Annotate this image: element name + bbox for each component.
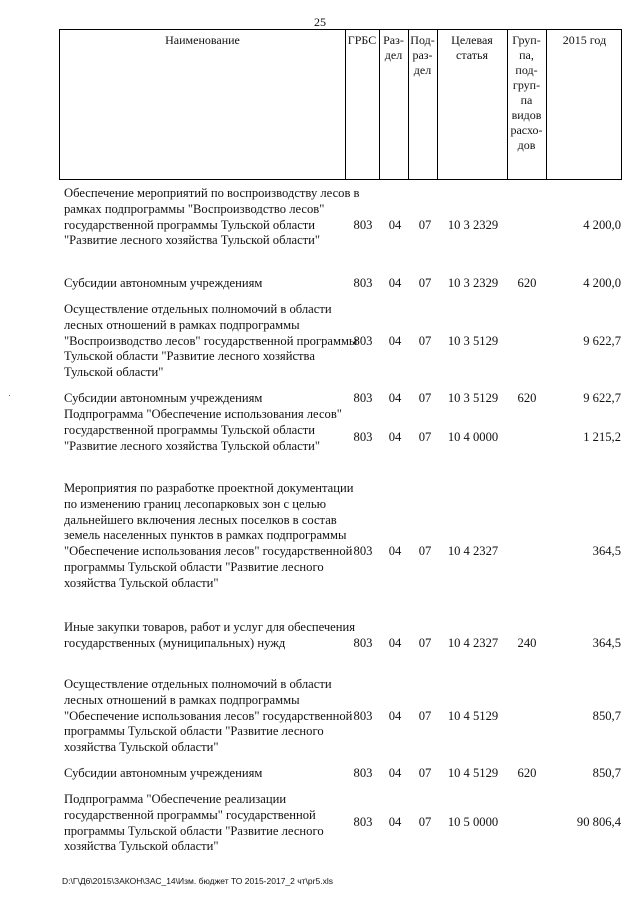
header-vr-line: дов <box>517 138 536 152</box>
row-cs: 10 4 5129 <box>447 766 499 780</box>
header-vr <box>507 33 546 153</box>
row-sum: 4 200,0 <box>583 218 621 232</box>
row-razdel: 04 <box>388 709 402 723</box>
column-divider <box>546 30 547 179</box>
row-podrazdel: 07 <box>418 766 432 780</box>
row-razdel: 04 <box>388 636 402 650</box>
row-vr: 240 <box>517 636 537 650</box>
row-cs: 10 4 0000 <box>447 430 499 444</box>
header-cs-line: статья <box>456 48 488 62</box>
row-name: Подпрограмма "Обеспечение реализации государственной программы" государственной программы Тульской области "Развитие лесного хозяйства Тульской области" <box>64 792 324 854</box>
header-razdel <box>379 33 408 63</box>
header-cs <box>437 33 507 63</box>
row-name: Осуществление отдельных полномочий в области лесных отношений в рамках подпрограммы "Воспроизводство лесов" государственной программы Тульской области "Развитие лесного хозяйства Тульской области" <box>64 302 358 380</box>
row-name: Иные закупки товаров, работ и услуг для обеспечения государственных (муниципальных) нужд <box>64 620 356 650</box>
row-razdel: 04 <box>388 218 402 232</box>
row-sum: 9 622,7 <box>583 391 621 405</box>
row-razdel: 04 <box>388 334 402 348</box>
row-podrazdel: 07 <box>418 391 432 405</box>
row-name: Подпрограмма "Обеспечение использования лесов" государственной программы Тульской области "Развитие лесного хозяйства Тульской области" <box>64 407 342 453</box>
row-cs: 10 3 5129 <box>447 334 499 348</box>
row-grbs: 803 <box>353 334 373 348</box>
row-name: Осуществление отдельных полномочий в области лесных отношений в рамках подпрограммы "Обеспечение использования лесов" государственной программы Тульской области "Развитие лесного хозяйства Тульской области" <box>64 677 353 755</box>
row-name: Субсидии автономным учреждениям <box>64 276 263 290</box>
row-razdel: 04 <box>388 391 402 405</box>
header-vr-line: Груп- <box>512 33 541 47</box>
scan-speck <box>9 395 10 396</box>
header-vr-line: груп- <box>512 78 541 92</box>
header-vr-line: расхо- <box>510 123 543 137</box>
row-name: Субсидии автономным учреждениям <box>64 766 263 780</box>
row-podrazdel: 07 <box>418 815 432 829</box>
header-podrazdel-line: дел <box>413 63 432 77</box>
row-sum: 850,7 <box>592 766 621 780</box>
row-cs: 10 3 2329 <box>447 218 499 232</box>
row-name: Субсидии автономным учреждениям <box>64 391 263 405</box>
row-razdel: 04 <box>388 766 402 780</box>
header-cs-line: Целевая <box>451 33 493 47</box>
row-grbs: 803 <box>353 815 373 829</box>
row-cs: 10 4 2327 <box>447 636 499 650</box>
row-podrazdel: 07 <box>418 276 432 290</box>
row-grbs: 803 <box>353 544 373 558</box>
row-cs: 10 4 2327 <box>447 544 499 558</box>
header-podrazdel <box>408 33 437 78</box>
row-cs: 10 4 5129 <box>447 709 499 723</box>
row-sum: 364,5 <box>592 544 621 558</box>
row-cs: 10 3 5129 <box>447 391 499 405</box>
header-razdel-line: Раз- <box>383 33 404 47</box>
row-grbs: 803 <box>353 636 373 650</box>
row-sum: 850,7 <box>592 709 621 723</box>
row-podrazdel: 07 <box>418 218 432 232</box>
header-razdel-line: дел <box>384 48 403 62</box>
row-grbs: 803 <box>353 766 373 780</box>
row-grbs: 803 <box>353 276 373 290</box>
header-vr-line: видов <box>511 108 542 122</box>
header-name: Наименование <box>165 33 240 47</box>
row-razdel: 04 <box>388 430 402 444</box>
table-header <box>59 29 622 180</box>
header-vr-line: па, <box>519 48 534 62</box>
row-vr: 620 <box>517 276 537 290</box>
row-grbs: 803 <box>353 709 373 723</box>
row-name: Мероприятия по разработке проектной документации по изменению границ лесопарковых зон с целью дальнейшего включения лесных поселков в состав земель населенных пунктов в рамках подпрограммы "Обеспечение использования лесов" государственной программы Тульской области "Развитие лесного хозяйства Тульской области" <box>64 481 354 590</box>
row-sum: 364,5 <box>592 636 621 650</box>
row-cs: 10 3 2329 <box>447 276 499 290</box>
row-grbs: 803 <box>353 430 373 444</box>
row-podrazdel: 07 <box>418 334 432 348</box>
row-grbs: 803 <box>353 391 373 405</box>
header-year: 2015 год <box>562 33 607 47</box>
header-podrazdel-line: Под- <box>410 33 435 47</box>
row-grbs: 803 <box>353 218 373 232</box>
row-podrazdel: 07 <box>418 430 432 444</box>
header-grbs: ГРБС <box>347 33 377 47</box>
row-razdel: 04 <box>388 276 402 290</box>
row-podrazdel: 07 <box>418 544 432 558</box>
row-razdel: 04 <box>388 815 402 829</box>
row-podrazdel: 07 <box>418 709 432 723</box>
row-vr: 620 <box>517 391 537 405</box>
header-vr-line: па <box>520 93 533 107</box>
row-cs: 10 5 0000 <box>447 815 499 829</box>
row-sum: 9 622,7 <box>583 334 621 348</box>
row-sum: 4 200,0 <box>583 276 621 290</box>
page-number: 25 <box>314 15 326 29</box>
row-sum: 1 215,2 <box>583 430 621 444</box>
header-vr-line: под- <box>515 63 538 77</box>
header-podrazdel-line: раз- <box>412 48 433 62</box>
row-podrazdel: 07 <box>418 636 432 650</box>
row-razdel: 04 <box>388 544 402 558</box>
column-divider <box>345 30 346 179</box>
row-name: Обеспечение мероприятий по воспроизводству лесов в рамках подпрограммы "Воспроизводство лесов" государственной программы Тульской области "Развитие лесного хозяйства Тульской области" <box>64 186 360 248</box>
row-vr: 620 <box>517 766 537 780</box>
row-sum: 90 806,4 <box>576 815 621 829</box>
footer-file-path: D:\Г\Д6\2015\ЗАКОН\ЗАС_14\Изм. бюджет ТО 2015-2017_2 чт\pr5.xls <box>62 876 333 886</box>
